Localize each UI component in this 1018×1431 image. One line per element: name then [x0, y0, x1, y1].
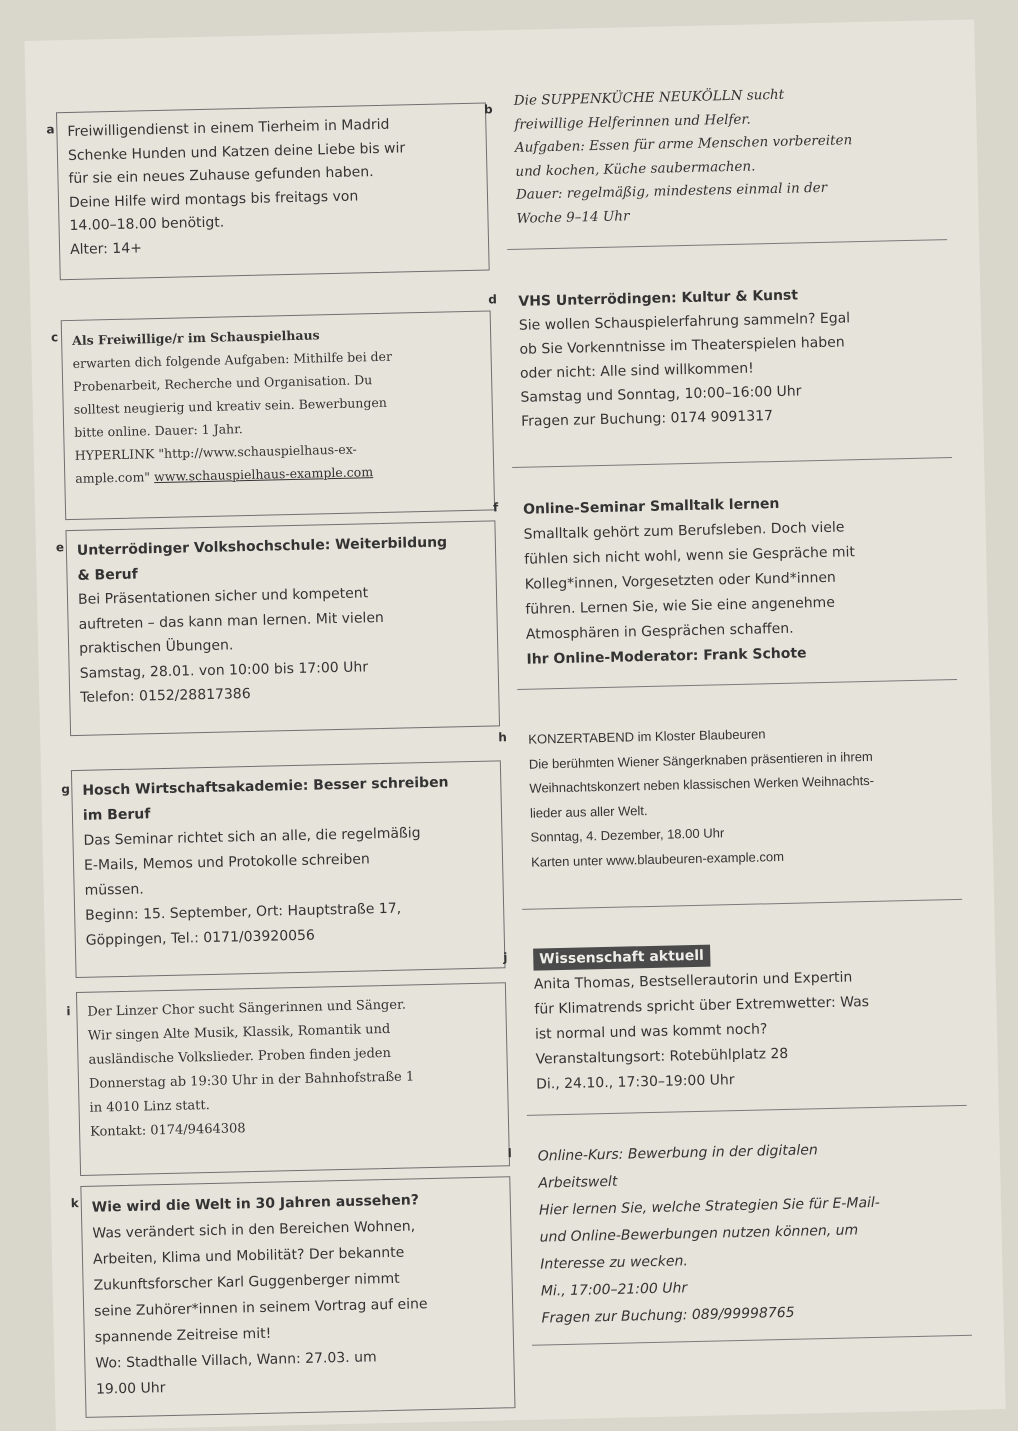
ad-j-line-5: Di., 24.10., 17:30–19:00 Uhr: [535, 1072, 735, 1093]
ad-i-letter: i: [66, 1004, 71, 1019]
ad-c-line-4: solltest neugierig und kreativ sein. Bewerbungen: [73, 394, 387, 417]
ad-k-letter: k: [70, 1196, 79, 1211]
ad-h-line-5: Sonntag, 4. Dezember, 18.00 Uhr: [530, 825, 725, 845]
ad-j-line-4: Veranstaltungsort: Rotebühlplatz 28: [535, 1045, 789, 1068]
ad-e-line-2: & Beruf: [77, 566, 138, 584]
ad-d-line-4: oder nicht: Alle sind willkommen!: [519, 360, 754, 382]
ad-c-letter: c: [50, 330, 59, 345]
ad-d-line-3: ob Sie Vorkenntnisse im Theaterspielen haben: [519, 334, 845, 358]
ad-h-letter: h: [498, 730, 507, 745]
ad-j-letter: j: [503, 950, 508, 965]
ad-a-line-6: Alter: 14+: [69, 239, 143, 258]
ad-c-schauspielhaus: [61, 310, 495, 520]
ad-l-line-2: Arbeitswelt: [538, 1173, 618, 1192]
ad-i-line-6: Kontakt: 0174/9464308: [89, 1121, 246, 1140]
ad-h-line-3: Weihnachtskonzert neben klassischen Werken Weihnachts-: [529, 772, 875, 796]
ad-e-line-5: praktischen Übungen.: [78, 637, 234, 657]
ad-h-line-1: KONZERTABEND im Kloster Blaubeuren: [528, 726, 766, 747]
ad-k-line-5: seine Zuhörer*innen in seinem Vortrag auf eine: [94, 1296, 428, 1320]
ad-e-line-6: Samstag, 28.01. von 10:00 bis 17:00 Uhr: [79, 658, 369, 682]
ad-i-line-4: Donnerstag ab 19:30 Uhr in der Bahnhofstraße 1: [88, 1069, 415, 1092]
ad-f-letter: f: [492, 500, 499, 515]
ad-d-line-2: Sie wollen Schauspielerfahrung sammeln? Egal: [518, 310, 851, 334]
ad-e-line-1: Unterrödinger Volkshochschule: Weiterbildung: [76, 534, 448, 559]
ad-f-line-5: führen. Lernen Sie, wie Sie eine angenehme: [525, 594, 836, 618]
ad-b-line-6: Woche 9–14 Uhr: [516, 207, 630, 227]
ad-i-line-2: Wir singen Alte Musik, Klassik, Romantik und: [87, 1021, 391, 1044]
ad-c-line-6: HYPERLINK "http://www.schauspielhaus-ex-: [74, 441, 357, 463]
ad-k-zukunft: [80, 1176, 515, 1418]
ad-h-line-4: lieder aus aller Welt.: [529, 802, 648, 821]
ad-j-wissenschaft: [523, 930, 967, 1116]
ad-b-line-4: und kochen, Küche saubermachen.: [515, 157, 756, 180]
ad-d-vhs-kultur: [508, 272, 952, 468]
ad-k-line-1: Wie wird die Welt in 30 Jahren aussehen?: [91, 1192, 420, 1216]
ad-d-line-1: VHS Unterrödingen: Kultur & Kunst: [518, 287, 799, 310]
ad-l-letter: l: [507, 1146, 512, 1161]
ad-j-badge: Wissenschaft aktuell: [533, 945, 710, 971]
ad-b-letter: b: [483, 102, 493, 117]
ad-e-line-7: Telefon: 0152/28817386: [80, 685, 251, 706]
ad-f-line-1: Online-Seminar Smalltalk lernen: [522, 495, 780, 518]
ad-h-line-2: Die berühmten Wiener Sängerknaben präsentieren in ihrem: [528, 748, 873, 772]
ad-c-line-2: erwarten dich folgende Aufgaben: Mithilfe bei der: [72, 348, 393, 371]
ad-d-letter: d: [488, 292, 498, 307]
ad-j-line-1: Anita Thomas, Bestsellerautorin und Expertin: [533, 969, 853, 993]
ad-l-line-3: Hier lernen Sie, welche Strategien Sie für E-Mail-: [538, 1194, 881, 1219]
ad-d-line-5: Samstag und Sonntag, 10:00–16:00 Uhr: [520, 383, 802, 406]
ad-g-line-2: im Beruf: [82, 806, 151, 824]
ad-a-line-3: für sie ein neues Zuhause gefunden haben.: [68, 164, 374, 187]
ad-k-line-3: Arbeiten, Klima und Mobilität? Der bekannte: [92, 1244, 405, 1268]
ad-i-line-5: in 4010 Linz statt.: [89, 1098, 210, 1116]
ad-f-line-3: fühlen sich nicht wohl, wenn sie Gespräche mit: [524, 544, 856, 568]
ad-f-smalltalk: [513, 480, 957, 690]
ad-j-line-2: für Klimatrends spricht über Extremwetter: Was: [534, 994, 870, 1018]
ad-a-line-2: Schenke Hunden und Katzen deine Liebe bis wir: [67, 139, 406, 164]
ad-i-linzer-chor: [76, 982, 510, 1176]
ad-f-line-2: Smalltalk gehört zum Berufsleben. Doch viele: [523, 519, 845, 543]
ad-c-line-7-text: ample.com": [75, 469, 151, 486]
ad-k-line-8: 19.00 Uhr: [95, 1380, 166, 1398]
ad-f-line-4: Kolleg*innen, Vorgesetzten oder Kund*innen: [524, 569, 837, 593]
ad-b-line-3: Aufgaben: Essen für arme Menschen vorbereiten: [514, 132, 853, 156]
ad-a-line-1: Freiwilligendienst in einem Tierheim in Madrid: [67, 116, 390, 140]
ad-c-line-3: Probenarbeit, Recherche und Organisation. Du: [73, 372, 373, 394]
ad-k-line-2: Was verändert sich in den Bereichen Wohnen,: [92, 1218, 416, 1242]
ad-k-line-6: spannende Zeitreise mit!: [94, 1325, 272, 1346]
ad-a-line-5: 14.00–18.00 benötigt.: [69, 214, 225, 234]
ad-a-letter: a: [46, 122, 55, 137]
ad-g-line-1: Hosch Wirtschaftsakademie: Besser schreiben: [82, 774, 449, 799]
ad-c-website-link[interactable]: www.schauspielhaus-example.com: [153, 464, 374, 485]
ad-l-line-5: Interesse zu wecken.: [540, 1253, 689, 1273]
ad-b-line-1: Die SUPPENKÜCHE NEUKÖLLN sucht: [513, 86, 785, 109]
ad-d-line-6: Fragen zur Buchung: 0174 9091317: [520, 408, 774, 430]
ad-h-konzertabend: [518, 710, 962, 910]
ad-l-line-4: und Online-Bewerbungen nutzen können, um: [539, 1222, 859, 1246]
ad-l-line-1: Online-Kurs: Bewerbung in der digitalen: [537, 1142, 818, 1165]
worksheet: [24, 19, 1005, 1430]
ad-b-line-2: freiwillige Helferinnen und Helfer.: [514, 110, 751, 133]
ad-b-suppenkueche: [503, 72, 947, 250]
ad-g-line-3: Das Seminar richtet sich an alle, die regelmäßig: [83, 825, 421, 849]
ad-g-line-4: E-Mails, Memos und Protokolle schreiben: [83, 851, 370, 874]
ad-g-line-5: müssen.: [84, 881, 144, 899]
ad-e-line-3: Bei Präsentationen sicher und kompetent: [77, 585, 369, 608]
ad-c-line-5: bitte online. Dauer: 1 Jahr.: [74, 421, 243, 440]
ad-l-bewerbung: [527, 1126, 972, 1346]
ad-e-weiterbildung: [65, 520, 500, 736]
ad-e-letter: e: [55, 540, 65, 555]
ad-k-line-7: Wo: Stadthalle Villach, Wann: 27.03. um: [95, 1349, 377, 1372]
ad-g-letter: g: [61, 782, 71, 797]
ad-k-line-4: Zukunftsforscher Karl Guggenberger nimmt: [93, 1270, 400, 1294]
ad-e-line-4: auftreten – das kann man lernen. Mit vielen: [78, 609, 385, 633]
ad-a-tierheim: [56, 103, 490, 281]
ad-l-line-7: Fragen zur Buchung: 089/99998765: [541, 1304, 795, 1327]
ad-g-line-6: Beginn: 15. September, Ort: Hauptstraße 17,: [85, 900, 402, 924]
ad-i-line-1: Der Linzer Chor sucht Sängerinnen und Sänger.: [87, 997, 407, 1020]
ad-g-line-7: Göppingen, Tel.: 0171/03920056: [85, 927, 316, 949]
ad-g-wirtschaftsakademie: [71, 760, 506, 978]
ad-c-line-1: Als Freiwillige/r im Schauspielhaus: [71, 327, 320, 348]
ad-a-line-4: Deine Hilfe wird montags bis freitags von: [68, 187, 359, 211]
ad-f-line-7: Ihr Online-Moderator: Frank Schote: [526, 645, 807, 668]
ad-l-line-6: Mi., 17:00–21:00 Uhr: [540, 1280, 688, 1300]
ad-b-line-5: Dauer: regelmäßig, mindestens einmal in der: [515, 179, 828, 203]
ad-i-line-3: ausländische Volkslieder. Proben finden jeden: [88, 1045, 392, 1068]
ad-h-line-6: Karten unter www.blaubeuren-example.com: [530, 848, 785, 870]
ad-j-line-3: ist normal und was kommt noch?: [534, 1021, 768, 1043]
ad-f-line-6: Atmosphären in Gesprächen schaffen.: [525, 620, 794, 643]
